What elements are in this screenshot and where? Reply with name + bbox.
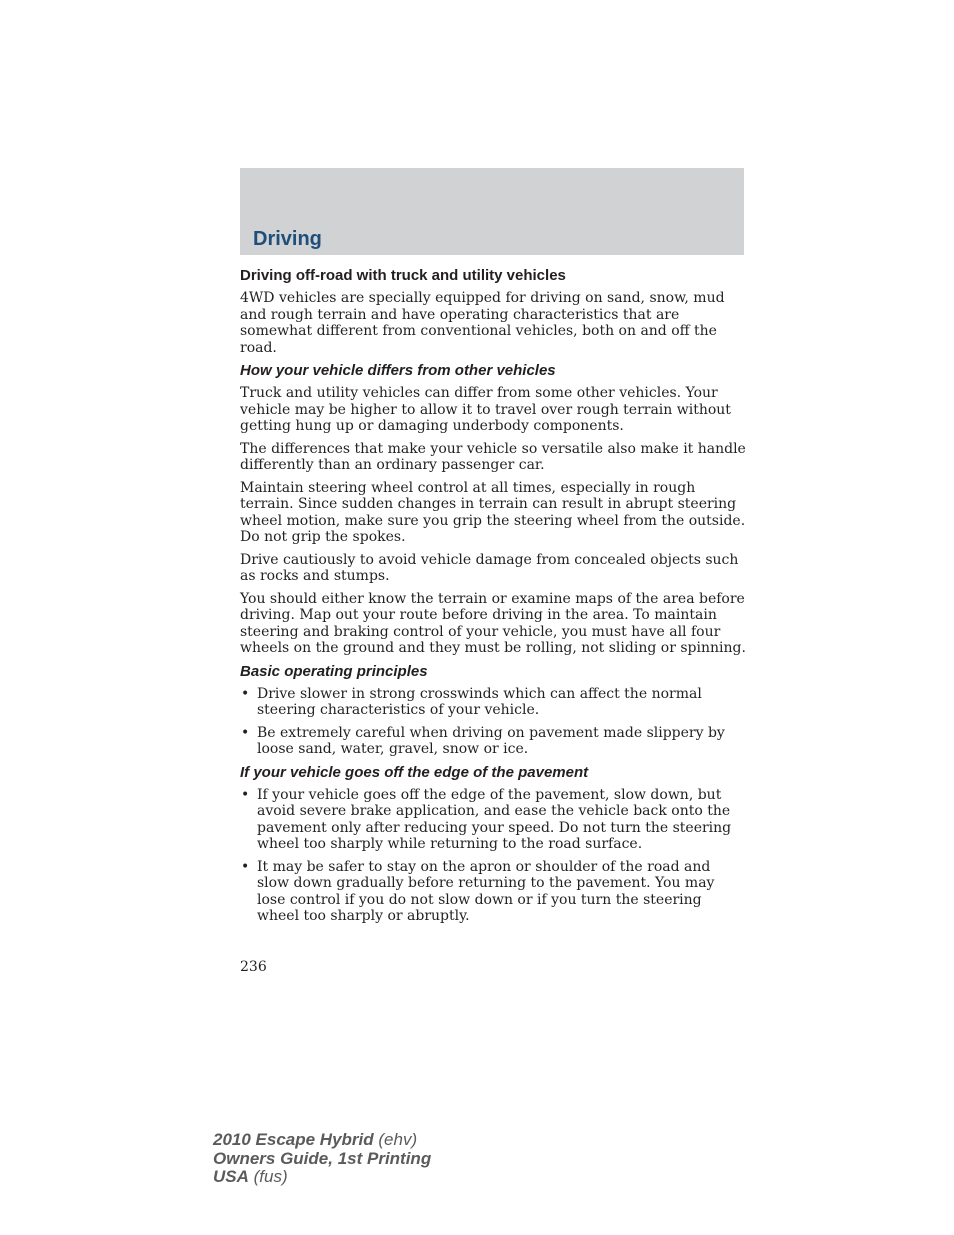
bullet-icon: • (241, 858, 250, 875)
list-item (240, 787, 746, 853)
page-number: 236 (240, 959, 267, 975)
differs-heading: How your vehicle differs from other vehicles (240, 362, 556, 379)
list-item (240, 686, 746, 719)
footer-line-1 (213, 1131, 431, 1150)
off-edge-list (240, 787, 746, 925)
footer-region-code: (fus) (253, 1167, 288, 1186)
footer-model-code: (ehv) (378, 1130, 418, 1149)
footer-model: 2010 Escape Hybrid (213, 1130, 374, 1149)
section-title: Driving (253, 228, 322, 250)
list-item-text: Drive slower in strong crosswinds which can affect the normal steering characteristics of your vehicle. (257, 685, 702, 718)
list-item-text: It may be safer to stay on the apron or shoulder of the road and slow down gradually before returning to the pavement. You may lose control if you do not slow down or if you turn the steering wheel too sharply or abruptly. (257, 858, 715, 924)
main-heading: Driving off-road with truck and utility vehicles (240, 267, 566, 284)
footer-line-2: Owners Guide, 1st Printing (213, 1148, 432, 1168)
list-item-text: Be extremely careful when driving on pavement made slippery by loose sand, water, gravel, snow or ice. (257, 724, 725, 757)
page-content (240, 267, 746, 931)
basic-principles-list (240, 686, 746, 758)
bullet-icon: • (241, 724, 250, 741)
differs-paragraph-4: Drive cautiously to avoid vehicle damage from concealed objects such as rocks and stumps. (240, 551, 739, 584)
bullet-icon: • (241, 685, 250, 702)
bullet-icon: • (241, 786, 250, 803)
differs-paragraph-2: The differences that make your vehicle so versatile also make it handle differently than an ordinary passenger car. (240, 440, 746, 473)
basic-principles-heading: Basic operating principles (240, 662, 428, 680)
off-edge-heading: If your vehicle goes off the edge of the pavement (240, 763, 589, 781)
footer-line-3 (213, 1168, 431, 1187)
list-item (240, 859, 746, 925)
intro-paragraph: 4WD vehicles are specially equipped for driving on sand, snow, mud and rough terrain and have operating characteristics that are somewhat different from conventional vehicles, both on and off the road. (240, 290, 725, 356)
differs-paragraph-5: You should either know the terrain or examine maps of the area before driving. Map out your route before driving in the area. To maintain steering and braking control of your vehicle, you must have all four wheels on the ground and they must be rolling, not sliding or spinning. (240, 590, 746, 656)
list-item (240, 725, 746, 758)
section-header-band (240, 168, 744, 255)
footer-region: USA (213, 1167, 249, 1186)
list-item-text: If your vehicle goes off the edge of the pavement, slow down, but avoid severe brake application, and ease the vehicle back onto the pavement only after reducing your speed. Do not turn the steering wheel too sharply while returning to the road surface. (257, 786, 732, 852)
differs-paragraph-3: Maintain steering wheel control at all times, especially in rough terrain. Since sudden changes in terrain can result in abrupt steering wheel motion, make sure you grip the steering wheel from the outside. Do not grip the spokes. (240, 479, 746, 545)
differs-paragraph-1: Truck and utility vehicles can differ from some other vehicles. Your vehicle may be higher to allow it to travel over rough terrain without getting hung up or damaging underbody components. (240, 385, 731, 434)
document-footer (213, 1131, 431, 1187)
